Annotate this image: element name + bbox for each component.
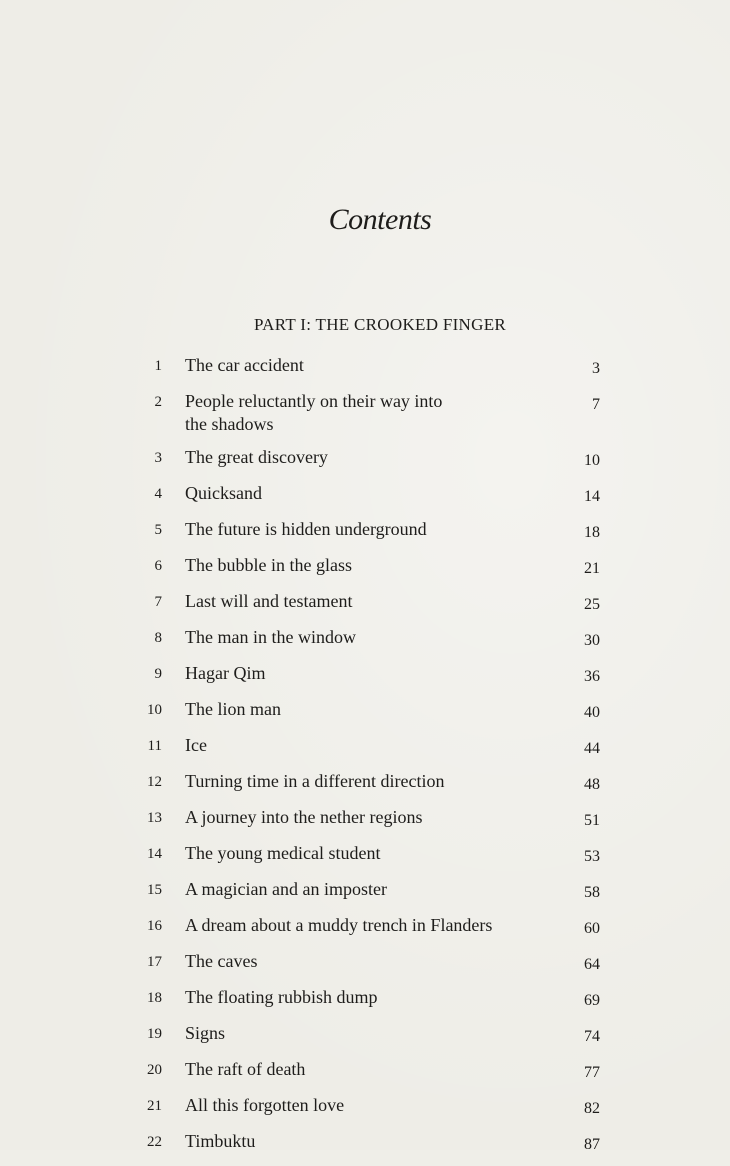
toc-entry xyxy=(130,1094,600,1120)
chapter-number: 9 xyxy=(154,666,162,682)
chapter-title xyxy=(185,1094,540,1117)
toc-entry xyxy=(130,662,600,688)
toc-entry xyxy=(130,1022,600,1048)
chapter-number: 18 xyxy=(147,990,162,1006)
chapter-title xyxy=(185,1022,540,1045)
chapter-title xyxy=(185,950,540,973)
chapter-title-line: Quicksand xyxy=(185,483,262,503)
page-number: 74 xyxy=(584,1028,600,1045)
toc-entry xyxy=(130,806,600,832)
chapter-number: 7 xyxy=(154,594,162,610)
page-number: 44 xyxy=(584,740,600,757)
page-number: 64 xyxy=(584,956,600,973)
chapter-number: 10 xyxy=(147,702,162,718)
chapter-title-line: All this forgotten love xyxy=(185,1095,345,1115)
chapter-title-line: Turning time in a different direction xyxy=(185,771,445,791)
chapter-title-line: The future is hidden underground xyxy=(185,519,427,539)
page-number: 53 xyxy=(584,848,600,865)
toc-entry xyxy=(130,734,600,760)
page-number: 30 xyxy=(584,632,600,649)
toc-entry xyxy=(130,1058,600,1084)
chapter-title xyxy=(185,446,540,469)
toc-entry xyxy=(130,950,600,976)
chapter-title-line: The bubble in the glass xyxy=(185,555,352,575)
page-number: 51 xyxy=(584,812,600,829)
chapter-title-line: The young medical student xyxy=(185,843,381,863)
toc-entry xyxy=(130,878,600,904)
toc-entry xyxy=(130,554,600,580)
chapter-title-line: Last will and testament xyxy=(185,591,353,611)
toc-entry xyxy=(130,518,600,544)
chapter-number: 19 xyxy=(147,1026,162,1042)
chapter-number: 22 xyxy=(147,1134,162,1150)
table-of-contents xyxy=(130,354,600,1166)
chapter-number: 3 xyxy=(154,450,162,466)
page-number: 10 xyxy=(584,452,600,469)
chapter-title xyxy=(185,1058,540,1081)
page-number: 18 xyxy=(584,524,600,541)
chapter-number: 6 xyxy=(154,558,162,574)
toc-entry xyxy=(130,770,600,796)
chapter-number: 13 xyxy=(147,810,162,826)
chapter-title-line: A magician and an imposter xyxy=(185,879,387,899)
chapter-title-line: Timbuktu xyxy=(185,1131,256,1151)
toc-entry xyxy=(130,590,600,616)
page-number: 25 xyxy=(584,596,600,613)
page-number: 58 xyxy=(584,884,600,901)
chapter-number: 5 xyxy=(154,522,162,538)
chapter-title xyxy=(185,482,540,505)
chapter-title xyxy=(185,842,540,865)
chapter-number: 15 xyxy=(147,882,162,898)
toc-entry xyxy=(130,482,600,508)
toc-entry xyxy=(130,354,600,380)
chapter-title xyxy=(185,734,540,757)
chapter-number: 17 xyxy=(147,954,162,970)
toc-entry xyxy=(130,446,600,472)
chapter-title xyxy=(185,554,540,577)
chapter-title-line: the shadows xyxy=(185,414,274,434)
page-number: 7 xyxy=(592,396,600,413)
chapter-title-line: The lion man xyxy=(185,699,281,719)
part-heading: PART I: THE CROOKED FINGER xyxy=(253,315,507,334)
toc-entry xyxy=(130,1130,600,1156)
chapter-number: 21 xyxy=(147,1098,162,1114)
chapter-title xyxy=(185,986,540,1009)
chapter-title xyxy=(185,626,540,649)
chapter-number: 16 xyxy=(147,918,162,934)
chapter-title xyxy=(185,914,540,937)
chapter-title-line: A journey into the nether regions xyxy=(185,807,423,827)
chapter-title-line: The raft of death xyxy=(185,1059,306,1079)
chapter-title-line: Ice xyxy=(185,735,207,755)
page-number: 3 xyxy=(592,360,600,377)
contents-heading: Contents xyxy=(328,203,432,236)
chapter-title xyxy=(185,806,540,829)
chapter-number: 1 xyxy=(154,358,162,374)
chapter-title xyxy=(185,770,540,793)
page-number: 60 xyxy=(584,920,600,937)
chapter-title xyxy=(185,698,540,721)
toc-entry xyxy=(130,914,600,940)
chapter-number: 8 xyxy=(154,630,162,646)
chapter-number: 12 xyxy=(147,774,162,790)
chapter-title-line: The floating rubbish dump xyxy=(185,987,378,1007)
chapter-title-line: People reluctantly on their way into xyxy=(185,391,443,411)
chapter-title-line: The car accident xyxy=(185,355,304,375)
page-number: 87 xyxy=(584,1136,600,1153)
chapter-title-line: The caves xyxy=(185,951,258,971)
chapter-title xyxy=(185,878,540,901)
page-number: 69 xyxy=(584,992,600,1009)
toc-entry xyxy=(130,986,600,1012)
chapter-number: 11 xyxy=(147,738,162,754)
chapter-title-line: The man in the window xyxy=(185,627,356,647)
chapter-number: 2 xyxy=(154,394,162,410)
chapter-title-line: Hagar Qim xyxy=(185,663,266,683)
toc-entry xyxy=(130,842,600,868)
chapter-title-line: The great discovery xyxy=(185,447,328,467)
toc-entry xyxy=(130,698,600,724)
chapter-number: 20 xyxy=(147,1062,162,1078)
page-number: 36 xyxy=(584,668,600,685)
page-number: 21 xyxy=(584,560,600,577)
page-number: 14 xyxy=(584,488,600,505)
page-number: 82 xyxy=(584,1100,600,1117)
chapter-title-line: A dream about a muddy trench in Flanders xyxy=(185,915,493,935)
page-number: 48 xyxy=(584,776,600,793)
toc-entry xyxy=(130,626,600,652)
page-number: 77 xyxy=(584,1064,600,1081)
chapter-title xyxy=(185,518,540,541)
toc-entry xyxy=(130,390,600,436)
chapter-title-line: Signs xyxy=(185,1023,226,1043)
chapter-title xyxy=(185,390,540,436)
chapter-title xyxy=(185,590,540,613)
chapter-title xyxy=(185,662,540,685)
page-number: 40 xyxy=(584,704,600,721)
chapter-number: 4 xyxy=(154,486,162,502)
chapter-number: 14 xyxy=(147,846,162,862)
chapter-title xyxy=(185,354,540,377)
